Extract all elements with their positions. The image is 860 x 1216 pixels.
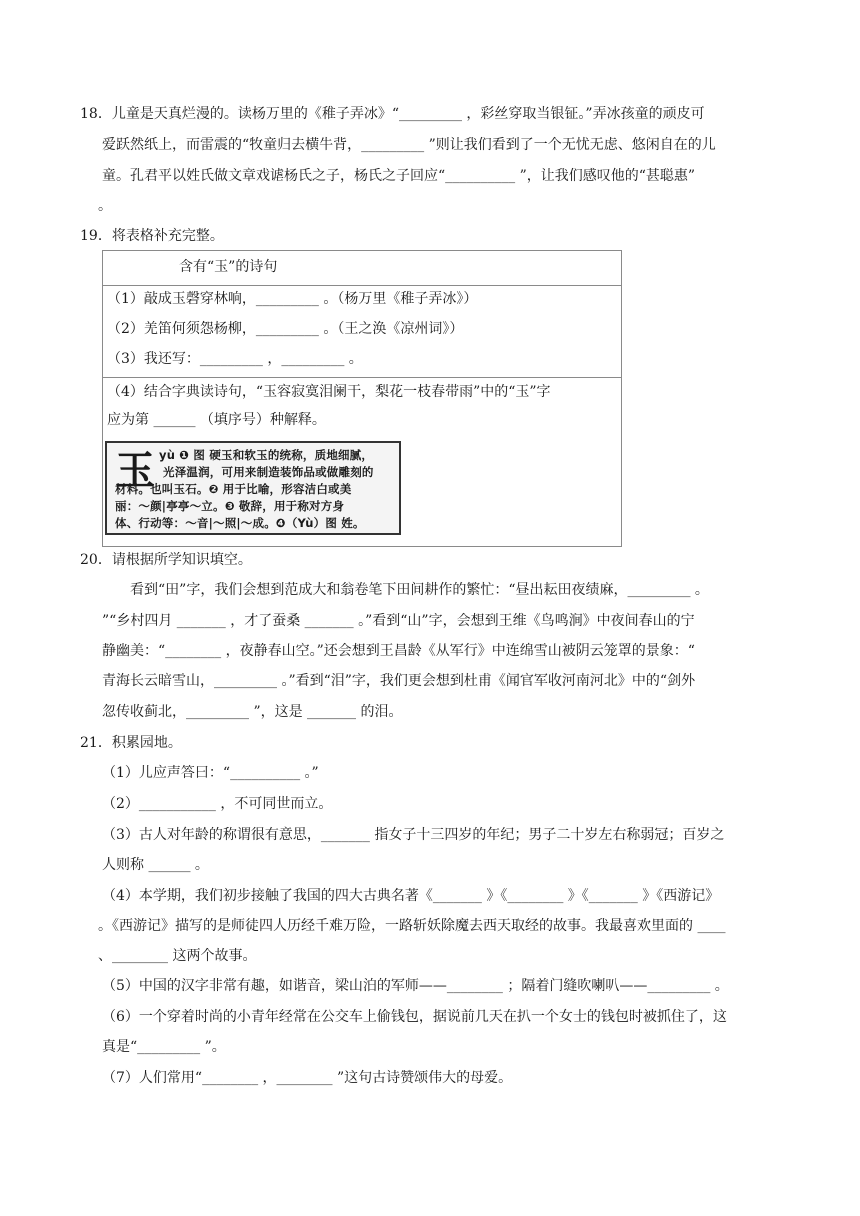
- dictionary-line-1: yù ❶ 图 硬玉和软玉的统称，质地细腻，: [159, 448, 374, 462]
- q21-item-1: （1）儿应声答曰：“__________ 。”: [102, 765, 319, 781]
- table-item-3: （3）我还写：_________ ，_________ 。: [107, 351, 363, 367]
- q20-line-4: 青海长云暗雪山，_________ 。”看到“泪”字，我们更会想到杜甫《闻官军收河南河北》中的“剑外: [102, 673, 696, 689]
- dictionary-headword: 玉: [115, 448, 155, 494]
- q18-line-2: 爱跃然纸上，而雷震的“牧童归去横牛背，_________ ”则让我们看到了一个无忧无虑、悠闲自在的儿: [102, 137, 716, 153]
- dictionary-line-2: 光泽温润，可用来制造装饰品或做雕刻的: [163, 465, 374, 479]
- q21-item-4-line-1: （4）本学期，我们初步接触了我国的四大古典名著《_______ 》《________ 》《_______ 》《西游记》: [102, 888, 720, 904]
- q21-item-2: （2）___________ ，不可同世而立。: [102, 796, 333, 812]
- table-divider: [103, 285, 621, 286]
- poem-table: [102, 250, 622, 547]
- q21-item-7: （7）人们常用“________ ，________ ”这句古诗赞颂伟大的母爱。: [102, 1070, 513, 1086]
- table-item-4-line-1: （4）结合字典读诗句，“玉容寂寞泪阑干，梨花一枝春带雨”中的“玉”字: [107, 384, 551, 400]
- dictionary-entry-image: [105, 441, 401, 535]
- table-item-1: （1）敲成玉磬穿林响，_________ 。（杨万里《稚子弄冰》）: [107, 291, 478, 307]
- table-header: 含有“玉”的诗句: [179, 259, 278, 275]
- q21-item-6-line-1: （6）一个穿着时尚的小青年经常在公交车上偷钱包，据说前几天在扒一个女士的钱包时被抓住了，这: [102, 1009, 727, 1025]
- q21-item-4-line-2: 。《西游记》描写的是师徒四人历经千难万险，一路斩妖除魔去西天取经的故事。我最喜欢里面的 ____: [98, 918, 726, 934]
- q20-line-2: ”“乡村四月 _______ ，才了蚕桑 _______ 。”看到“山”字，会想到王维《鸟鸣涧》中夜间春山的宁: [102, 613, 695, 629]
- q20-line-3: 静幽美：“________ ，夜静春山空。”还会想到王昌龄《从军行》中连绵雪山被阴云笼罩的景象：“: [102, 643, 695, 659]
- q20-title: 20．请根据所学知识填空。: [80, 552, 252, 568]
- table-item-2: （2）羌笛何须怨杨柳，_________ 。（王之涣《凉州词》）: [107, 321, 464, 337]
- q21-item-6-line-2: 真是“_________ ”。: [102, 1039, 226, 1055]
- q21-title: 21．积累园地。: [80, 735, 182, 751]
- dictionary-line-5: 体、行动等：～音|～照|～成。❹（Yù）图 姓。: [115, 516, 365, 530]
- q18-line-4: 。: [98, 198, 112, 214]
- q21-item-5: （5）中国的汉字非常有趣，如谐音，梁山泊的军师——________ ；隔着门缝吹喇叭——_________ 。: [102, 978, 729, 994]
- q21-item-4-line-3: 、________ 这两个故事。: [98, 948, 257, 964]
- dictionary-line-3: 材料。也叫玉石。❷ 用于比喻，形容洁白或美: [115, 482, 352, 496]
- table-item-4-line-2: 应为第 ______ （填序号）种解释。: [107, 412, 326, 428]
- q18-line-1: 18．儿童是天真烂漫的。读杨万里的《稚子弄冰》“_________ ，彩丝穿取当银钲。”弄冰孩童的顽皮可: [80, 106, 705, 122]
- q18-line-3: 童。孔君平以姓氏做文章戏谑杨氏之子，杨氏之子回应“__________ ”，让我们感叹他的“甚聪惠”: [102, 168, 696, 184]
- q21-item-3-line-1: （3）古人对年龄的称谓很有意思，_______ 指女子十三四岁的年纪；男子二十岁左右称弱冠；百岁之: [102, 827, 725, 843]
- q20-line-5: 忽传收蓟北，_________ ”，这是 _______ 的泪。: [102, 704, 403, 720]
- table-divider: [103, 377, 621, 378]
- dictionary-line-4: 丽：～颜|亭亭～立。❸ 敬辞，用于称对方身: [115, 499, 345, 513]
- q20-line-1: 看到“田”字，我们会想到范成大和翁卷笔下田间耕作的繁忙：“昼出耘田夜绩麻，_________ 。: [130, 582, 709, 598]
- q21-item-3-line-2: 人则称 ______ 。: [102, 857, 209, 873]
- q19-title: 19．将表格补充完整。: [80, 228, 224, 244]
